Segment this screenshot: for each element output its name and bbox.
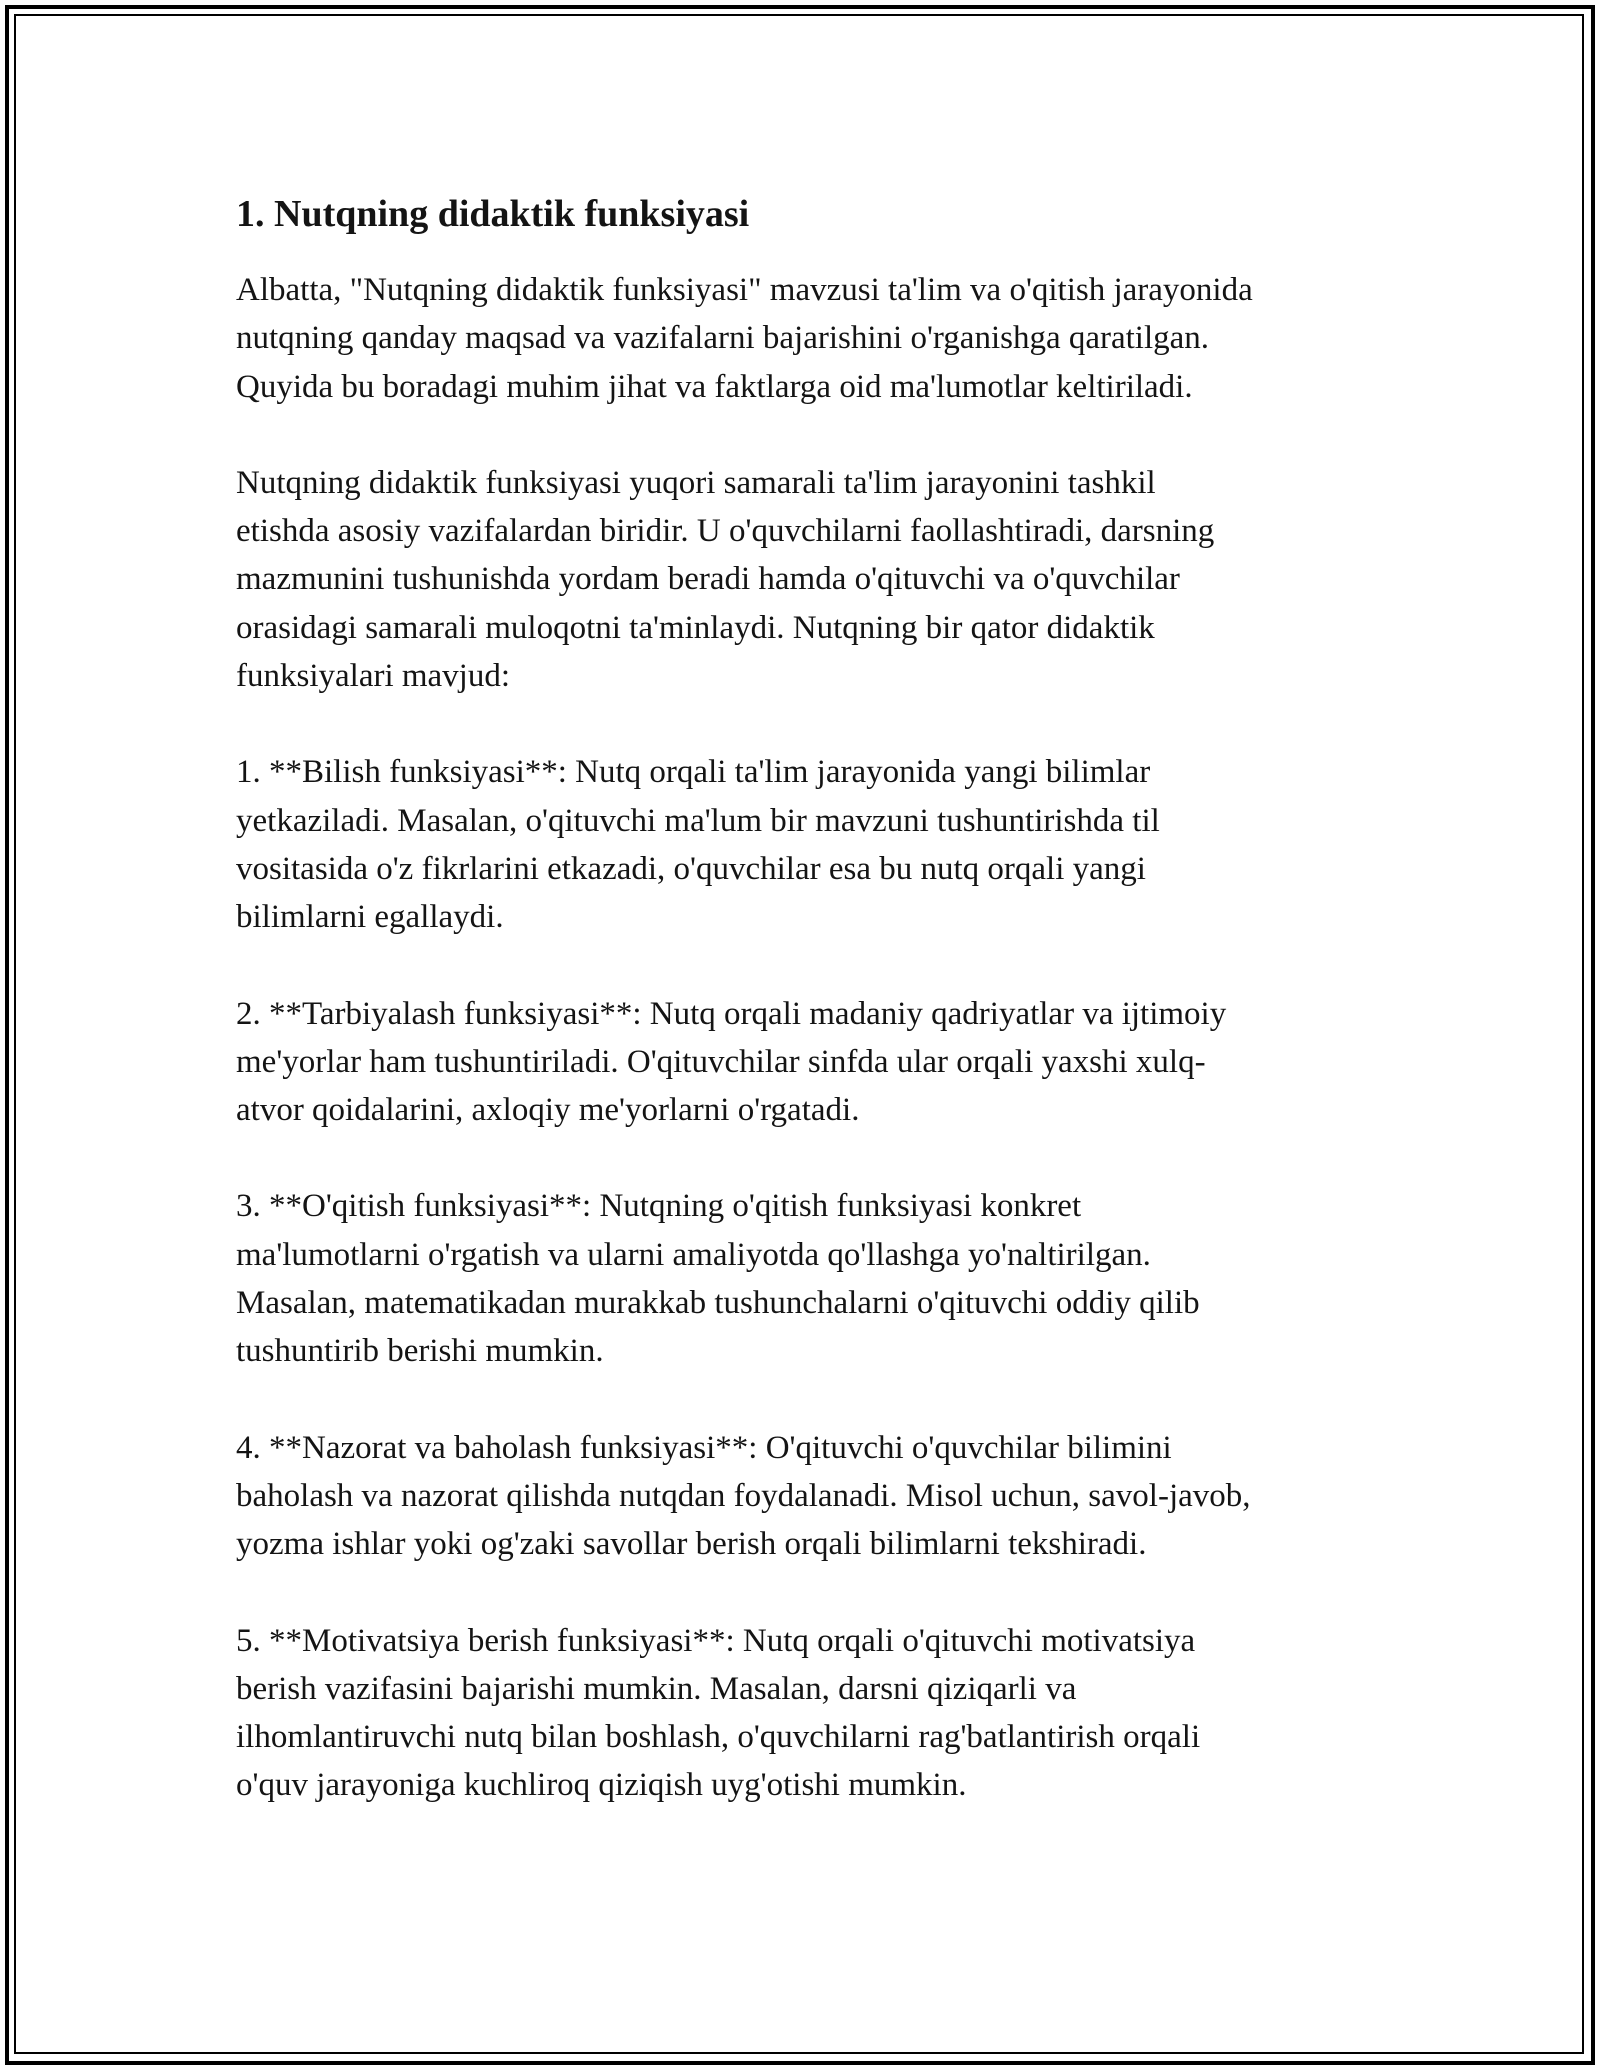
- list-item-tarbiyalash: 2. **Tarbiyalash funksiyasi**: Nutq orqali madaniy qadriyatlar va ijtimoiy me'yorlar ham tushuntiriladi. O'qituvchilar sinfda ular orqali yaxshi xulq- atvor qoidalarini, axloqiy me'yorlarni o'rgatadi.: [236, 995, 1227, 1129]
- intro-paragraph: Albatta, "Nutqning didaktik funksiyasi" mavzusi ta'lim va o'qitish jarayonida nutqning qanday maqsad va vazifalarni bajarishini o'rganishga qaratilgan. Quyida bu boradagi muhim jihat va faktlarga oid ma'lumotlar keltiriladi.: [236, 272, 1253, 405]
- list-item-nazorat: 4. **Nazorat va baholash funksiyasi**: O'qituvchi o'quvchilar bilimini baholash va nazorat qilishda nutqdan foydalanadi. Misol uchun, savol-javob, yozma ishlar yoki og'zaki savollar berish orqali bilimlarni tekshiradi.: [236, 1429, 1251, 1563]
- document-body: [236, 188, 1386, 1858]
- document-title: 1. Nutqning didaktik funksiyasi: [236, 193, 750, 235]
- list-item-oqitish: 3. **O'qitish funksiyasi**: Nutqning o'qitish funksiyasi konkret ma'lumotlarni o'rgatish va ularni amaliyotda qo'llashga yo'naltirilgan. Masalan, matematikadan murakkab tushunchalarni o'qituvchi oddiy qilib tushuntirib berishi mumkin.: [236, 1188, 1200, 1370]
- list-item-motivatsiya: 5. **Motivatsiya berish funksiyasi**: Nutq orqali o'qituvchi motivatsiya berish vazifasini bajarishi mumkin. Masalan, darsni qiziqarli va ilhomlantiruvchi nutq bilan boshlash, o'quvchilarni rag'batlantirish orqali o'quv jarayoniga kuchliroq qiziqish uyg'otishi mumkin.: [236, 1622, 1201, 1804]
- overview-paragraph: Nutqning didaktik funksiyasi yuqori samarali ta'lim jarayonini tashkil etishda asosiy vazifalardan biridir. U o'quvchilarni faollashtiradi, darsning mazmunini tushunishda yordam beradi hamda o'qituvchi va o'quvchilar orasidagi samarali muloqotni ta'minlaydi. Nutqning bir qator didaktik funksiyalari mavjud:: [236, 464, 1215, 695]
- list-item-bilish: 1. **Bilish funksiyasi**: Nutq orqali ta'lim jarayonida yangi bilimlar yetkaziladi. Masalan, o'qituvchi ma'lum bir mavzuni tushuntirishda til vositasida o'z fikrlarini etkazadi, o'quvchilar esa bu nutq orqali yangi bilimlarni egallaydi.: [236, 754, 1160, 936]
